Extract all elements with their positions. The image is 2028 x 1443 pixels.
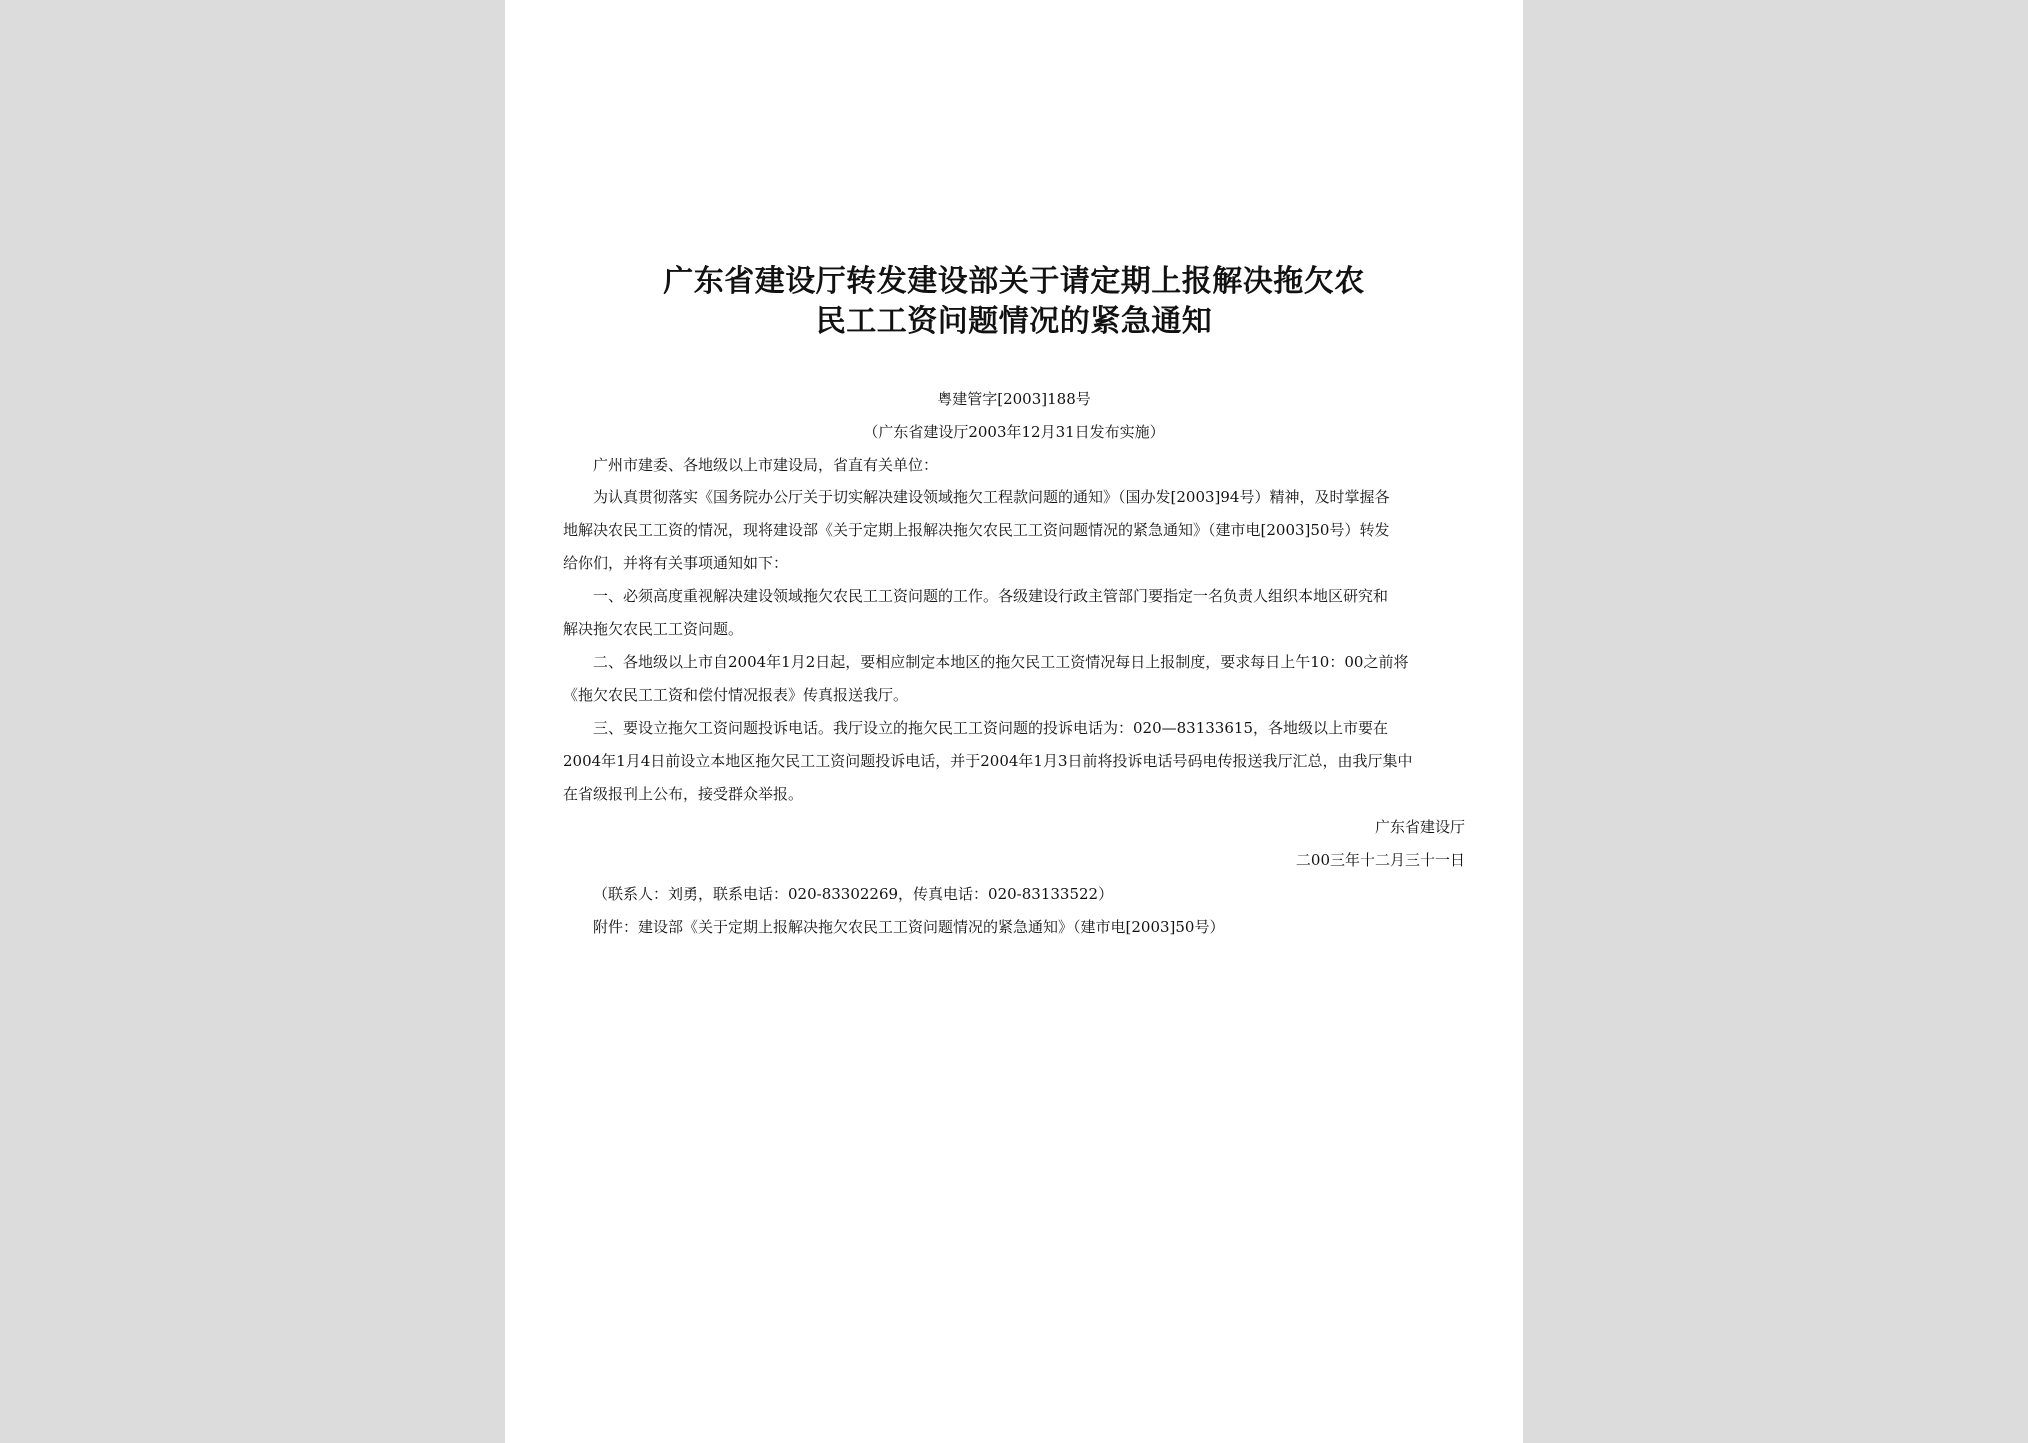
paragraph-item-1 — [563, 580, 1465, 646]
contact-info: （联系人：刘勇，联系电话：020-83302269，传真电话：020-83133522） — [593, 885, 1114, 903]
issuance-note: （广东省建设厅2003年12月31日发布实施） — [863, 423, 1165, 441]
document-page — [505, 0, 1523, 1443]
paragraph-line: 给你们，并将有关事项通知如下： — [563, 554, 789, 572]
paragraph-line: 在省级报刊上公布，接受群众举报。 — [563, 785, 804, 803]
paragraph-intro — [563, 481, 1465, 580]
paragraph-line: 三、要设立拖欠工资问题投诉电话。我厅设立的拖欠民工工资问题的投诉电话为：020—83133615，各地级以上市要在 — [593, 719, 1388, 737]
paragraph-line: 为认真贯彻落实《国务院办公厅关于切实解决建设领域拖欠工程款问题的通知》（国办发[2003]94号）精神，及时掌握各 — [593, 488, 1390, 506]
paragraph-line: 2004年1月4日前设立本地区拖欠民工工资问题投诉电话，并于2004年1月3日前将投诉电话号码电传报送我厅汇总，由我厅集中 — [563, 752, 1413, 770]
salutation: 广州市建委、各地级以上市建设局，省直有关单位： — [593, 456, 939, 474]
title-line-1: 广东省建设厅转发建设部关于请定期上报解决拖欠农 — [663, 264, 1365, 299]
paragraph-line: 一、必须高度重视解决建设领域拖欠农民工工资问题的工作。各级建设行政主管部门要指定一名负责人组织本地区研究和 — [593, 587, 1389, 605]
paragraph-line: 解决拖欠农民工工资问题。 — [563, 620, 744, 638]
signature-date: 二00三年十二月三十一日 — [1295, 851, 1465, 869]
attachment-note: 附件：建设部《关于定期上报解决拖欠农民工工资问题情况的紧急通知》（建市电[2003]50号） — [593, 918, 1225, 936]
paragraph-line: 二、各地级以上市自2004年1月2日起，要相应制定本地区的拖欠民工工资情况每日上报制度，要求每日上午10：00之前将 — [593, 653, 1409, 671]
title-line-2: 民工工资问题情况的紧急通知 — [815, 304, 1213, 339]
paragraph-line: 《拖欠农民工工资和偿付情况报表》传真报送我厅。 — [563, 686, 909, 704]
paragraph-item-3 — [563, 712, 1465, 811]
document-title — [565, 262, 1463, 342]
signature-organization: 广东省建设厅 — [1374, 818, 1465, 836]
document-number: 粤建管字[2003]188号 — [937, 390, 1091, 408]
paragraph-line: 地解决农民工工资的情况，现将建设部《关于定期上报解决拖欠农民工工资问题情况的紧急通知》（建市电[2003]50号）转发 — [563, 521, 1390, 539]
paragraph-item-2 — [563, 646, 1465, 712]
